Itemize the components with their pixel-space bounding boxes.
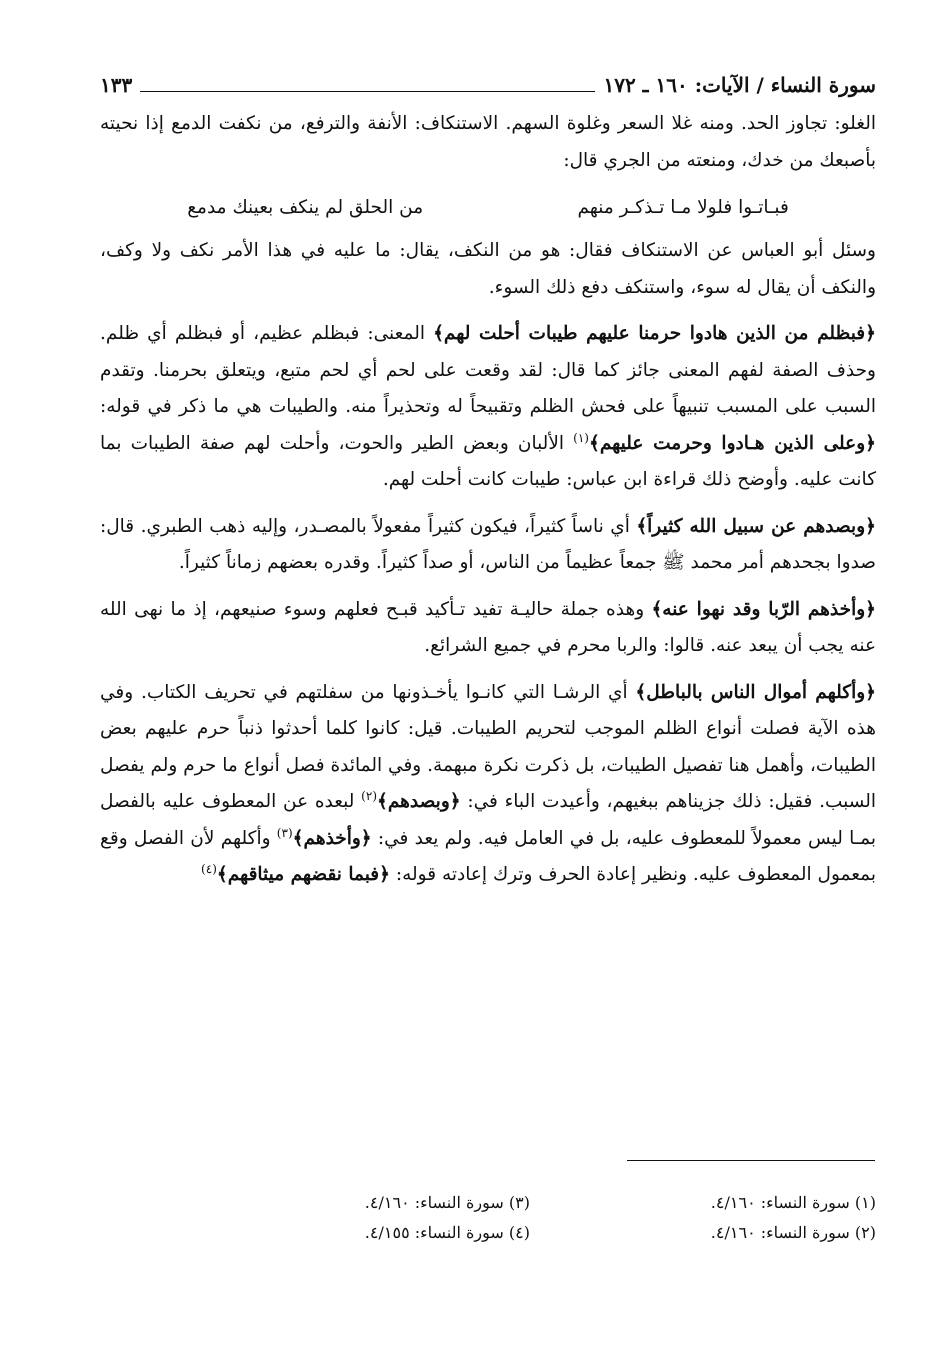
footnote-2: (٢) سورة النساء: ٤/١٦٠. <box>710 1223 876 1242</box>
commentary-text: المعنى: فبظلم عظيم، أو فبظلم أي ظلم. وحذف الصفة لفهم المعنى جائز كما قال: لقد وقعت على لحم أي لحم متبع، ويتعلق بحرمنا. وتقدم السبب على المسبب تنبيهاً على فحش الظلم وتقبيحاً له وتحذيراً منه. والطيبات هي ما ذكر في قوله: <box>100 323 876 417</box>
paragraph-istinkaf: وسئل أبو العباس عن الاستنكاف فقال: هو من النكف، يقال: ما عليه في هذا الأمر نكف ولا وكف، والنكف أن يقال له سوء، واستنكف دفع ذلك السوء. <box>100 240 876 298</box>
footnote-ref-4: (٤) <box>201 861 217 876</box>
commentary-text: وهذه جملة حاليـة تفيد تـأكيد قبـح فعلهم وسوء صنيعهم، إذ ما نهى الله عنه يجب أن يبعد عنه. قالوا: والربا محرم في جميع الشرائع. <box>100 598 876 656</box>
footnote-1: (١) سورة النساء: ٤/١٦٠. <box>710 1193 876 1212</box>
paragraph-fabizulm <box>100 316 876 499</box>
quran-quote: ﴿فبما نقضهم ميثاقهم﴾ <box>216 864 390 885</box>
verse-first-hemistich: فبـاتـوا فلولا مـا تـذكـر منهم <box>577 197 789 218</box>
footnote-4: (٤) سورة النساء: ٤/١٥٥. <box>364 1223 530 1242</box>
quran-quote: ﴿وبصدهم عن سبيل الله كثيراً﴾ <box>636 515 876 537</box>
footnote-separator <box>627 1160 875 1161</box>
quran-quote: ﴿فبظلم من الذين هادوا حرمنا عليهم طيبات أحلت لهم﴾ <box>433 323 876 344</box>
quran-quote: ﴿وأخذهم الرّبا وقد نهوا عنه﴾ <box>651 598 876 620</box>
poetry-verse <box>100 189 876 227</box>
commentary-text: الألبان وبعض الطير والحوت، وأحلت لهم صفة الطيبات بما كانت عليه. وأوضح ذلك قراءة ابن عباس: طيبات كانت أحلت لهم. <box>100 432 876 490</box>
footnotes <box>280 1188 876 1248</box>
footnote-ref-3: (٣) <box>276 825 293 840</box>
header-rule <box>140 91 595 92</box>
paragraph-akl-amwal <box>100 675 876 894</box>
running-head <box>100 70 876 100</box>
verse-second-hemistich: من الحلق لم ينكف بعينك مدمع <box>187 197 424 218</box>
quran-quote: ﴿وأكلهم أموال الناس بالباطل﴾ <box>635 681 876 703</box>
footnote-column-left <box>280 1188 530 1248</box>
footnote-ref-2: (٢) <box>361 788 378 803</box>
quran-quote: ﴿وأخذهم﴾ <box>292 827 372 849</box>
quran-quote: ﴿وبصدهم﴾ <box>377 791 461 812</box>
page-body <box>100 70 876 904</box>
commentary-text: أي ناساً كثيراً، فيكون كثيراً مفعولاً بالمصـدر، وإليه ذهب الطبري. قال: صدوا بجحدهم أمر محمد ﷺ جمعاً عظيماً من الناس، أو صداً كثيراً. وقدره بعضهم زماناً كثيراً. <box>100 515 876 573</box>
paragraph-ghuluw: الغلو: تجاوز الحد. ومنه غلا السعر وغلوة السهم. الاستنكاف: الأنفة والترفع، من نكفت الدمع إذا نحيته بأصبعك من خدك، ومنعته من الجري قال: <box>100 113 876 171</box>
paragraph-riba <box>100 592 876 665</box>
commentary-text: أي الرشـا التي كانـوا يأخـذونها من سفلتهم في تحريف الكتاب. وفي هذه الآية فصلت أنواع الظلم الموجب لتحريم الطيبات. قيل: كانوا كلما أحدثوا ذنباً حرم عليهم بعض الطيبات، وأهمل هنا تفصيل الطيبات، بل ذكرت نكرة مبهمة. وفي المائدة فصل أنواع ما حرم ولم يفصل السبب. فقيل: ذلك جزيناهم ببغيهم، وأعيدت الباء في: <box>100 681 876 812</box>
commentary-text: وأكلهم لأن الفصل وقع بمعمول المعطوف عليه. ونظير إعادة الحرف وترك إعادته قوله: <box>100 827 876 885</box>
footnote-column-right <box>626 1188 876 1248</box>
page-number: ١٣٣ <box>100 73 133 97</box>
footnote-ref-1: (١) <box>573 430 589 445</box>
commentary-text: لبعده عن المعطوف عليه بالفصل بمـا ليس معمولاً للمعطوف عليه، بل في العامل فيه. ولم يعد في: <box>100 791 876 849</box>
running-title: سورة النساء / الآيات: ١٦٠ ـ ١٧٢ <box>603 73 876 97</box>
quran-quote: ﴿وعلى الذين هـادوا وحرمت عليهم﴾ <box>589 432 876 454</box>
footnote-3: (٣) سورة النساء: ٤/١٦٠. <box>364 1193 530 1212</box>
paragraph-wabisaddihim <box>100 509 876 582</box>
